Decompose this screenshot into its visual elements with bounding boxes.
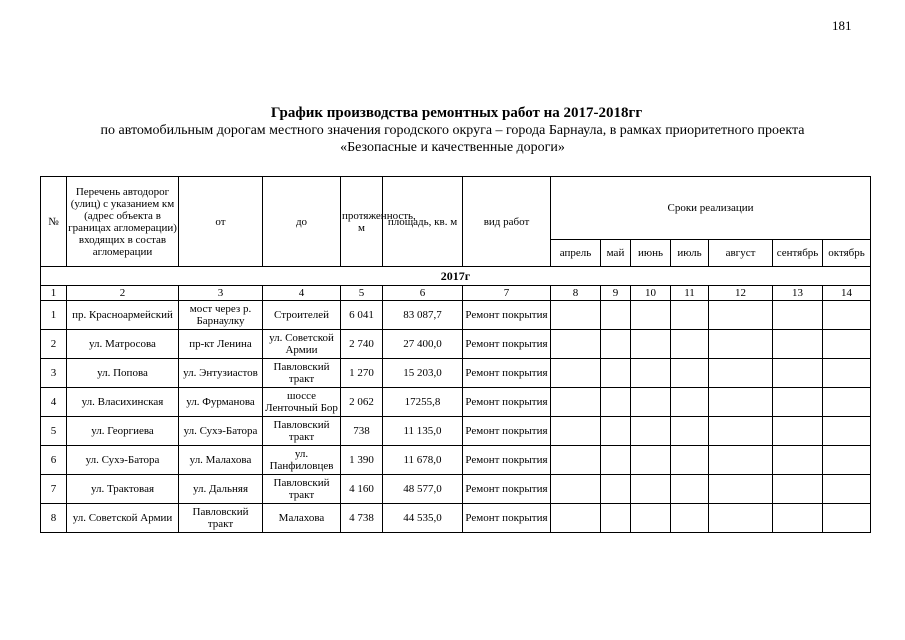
work-type-cell: Ремонт покрытия <box>463 388 551 417</box>
table-row <box>41 417 871 446</box>
from-cell: мост через р. Барнаулку <box>179 301 263 330</box>
area-cell: 83 087,7 <box>383 301 463 330</box>
header-from: от <box>179 177 263 267</box>
schedule-cell <box>709 359 773 388</box>
schedule-cell <box>631 330 671 359</box>
street-cell: ул. Трактовая <box>67 475 179 504</box>
schedule-cell <box>671 475 709 504</box>
length-cell: 1 270 <box>341 359 383 388</box>
column-number: 9 <box>601 286 631 301</box>
to-cell: Павловский тракт <box>263 475 341 504</box>
to-cell: Малахова <box>263 504 341 533</box>
table-row <box>41 446 871 475</box>
street-cell: ул. Власихинская <box>67 388 179 417</box>
length-cell: 4 160 <box>341 475 383 504</box>
column-number: 1 <box>41 286 67 301</box>
column-number: 6 <box>383 286 463 301</box>
area-cell: 48 577,0 <box>383 475 463 504</box>
work-type-cell: Ремонт покрытия <box>463 359 551 388</box>
schedule-cell <box>631 388 671 417</box>
column-number: 12 <box>709 286 773 301</box>
schedule-cell <box>823 359 871 388</box>
year-label: 2017г <box>41 267 871 286</box>
area-cell: 11 678,0 <box>383 446 463 475</box>
column-number: 13 <box>773 286 823 301</box>
schedule-cell <box>709 504 773 533</box>
table-row <box>41 301 871 330</box>
schedule-cell <box>631 359 671 388</box>
header-road-list: Перечень автодорог (улиц) с указанием км (адрес объекта в границах агломерации) входящих в состав агломерации <box>67 177 179 267</box>
schedule-cell <box>709 475 773 504</box>
title-block <box>0 104 905 156</box>
schedule-cell <box>773 446 823 475</box>
column-number: 7 <box>463 286 551 301</box>
header-month: октябрь <box>823 240 871 267</box>
header-schedule: Сроки реализации <box>551 177 871 240</box>
schedule-cell <box>631 417 671 446</box>
to-cell: Строителей <box>263 301 341 330</box>
length-cell: 4 738 <box>341 504 383 533</box>
header-month: май <box>601 240 631 267</box>
row-number: 1 <box>41 301 67 330</box>
schedule-cell <box>773 388 823 417</box>
area-cell: 17255,8 <box>383 388 463 417</box>
schedule-cell <box>601 330 631 359</box>
from-cell: пр-кт Ленина <box>179 330 263 359</box>
schedule-cell <box>823 388 871 417</box>
table-body <box>41 301 871 533</box>
table-row <box>41 330 871 359</box>
schedule-cell <box>671 388 709 417</box>
schedule-cell <box>551 417 601 446</box>
area-cell: 15 203,0 <box>383 359 463 388</box>
schedule-cell <box>671 417 709 446</box>
schedule-cell <box>551 388 601 417</box>
column-number: 14 <box>823 286 871 301</box>
schedule-cell <box>601 504 631 533</box>
schedule-cell <box>671 504 709 533</box>
schedule-cell <box>709 446 773 475</box>
work-type-cell: Ремонт покрытия <box>463 504 551 533</box>
schedule-cell <box>671 330 709 359</box>
column-number: 8 <box>551 286 601 301</box>
column-number-row <box>41 286 871 301</box>
length-cell: 738 <box>341 417 383 446</box>
schedule-cell <box>823 475 871 504</box>
schedule-cell <box>601 475 631 504</box>
schedule-cell <box>601 388 631 417</box>
length-cell: 2 062 <box>341 388 383 417</box>
schedule-cell <box>551 475 601 504</box>
table-row <box>41 475 871 504</box>
from-cell: ул. Дальняя <box>179 475 263 504</box>
from-cell: ул. Фурманова <box>179 388 263 417</box>
header-area: площадь, кв. м <box>383 177 463 267</box>
column-number: 5 <box>341 286 383 301</box>
schedule-cell <box>551 359 601 388</box>
schedule-cell <box>671 446 709 475</box>
row-number: 5 <box>41 417 67 446</box>
schedule-cell <box>671 301 709 330</box>
schedule-cell <box>823 301 871 330</box>
page-number: 181 <box>832 18 852 33</box>
column-number: 3 <box>179 286 263 301</box>
from-cell: Павловский тракт <box>179 504 263 533</box>
header-length: протяженность, м <box>341 177 383 267</box>
schedule-cell <box>631 504 671 533</box>
row-number: 2 <box>41 330 67 359</box>
schedule-cell <box>601 446 631 475</box>
table-row <box>41 359 871 388</box>
row-number: 6 <box>41 446 67 475</box>
document-subtitle-line1: по автомобильным дорогам местного значения городского округа – города Барнаула, в рамках приоритетного проекта <box>100 123 805 138</box>
work-type-cell: Ремонт покрытия <box>463 330 551 359</box>
schedule-cell <box>551 446 601 475</box>
to-cell: Павловский тракт <box>263 359 341 388</box>
schedule-cell <box>551 504 601 533</box>
street-cell: ул. Георгиева <box>67 417 179 446</box>
header-month: апрель <box>551 240 601 267</box>
row-number: 8 <box>41 504 67 533</box>
from-cell: ул. Энтузиастов <box>179 359 263 388</box>
from-cell: ул. Сухэ-Батора <box>179 417 263 446</box>
column-number: 10 <box>631 286 671 301</box>
schedule-cell <box>631 301 671 330</box>
street-cell: ул. Матросова <box>67 330 179 359</box>
document-title: График производства ремонтных работ на 2017-2018гг <box>270 105 643 121</box>
to-cell: ул. Панфиловцев <box>263 446 341 475</box>
schedule-cell <box>823 504 871 533</box>
work-type-cell: Ремонт покрытия <box>463 475 551 504</box>
schedule-cell <box>709 417 773 446</box>
schedule-cell <box>773 301 823 330</box>
to-cell: шоссе Ленточный Бор <box>263 388 341 417</box>
area-cell: 44 535,0 <box>383 504 463 533</box>
schedule-cell <box>709 388 773 417</box>
row-number: 4 <box>41 388 67 417</box>
work-type-cell: Ремонт покрытия <box>463 446 551 475</box>
to-cell: ул. Советской Армии <box>263 330 341 359</box>
street-cell: пр. Красноармейский <box>67 301 179 330</box>
column-number: 4 <box>263 286 341 301</box>
schedule-cell <box>601 417 631 446</box>
schedule-cell <box>773 475 823 504</box>
table-row <box>41 388 871 417</box>
schedule-cell <box>773 417 823 446</box>
area-cell: 27 400,0 <box>383 330 463 359</box>
schedule-cell <box>551 330 601 359</box>
header-work-type: вид работ <box>463 177 551 267</box>
schedule-cell <box>773 504 823 533</box>
work-type-cell: Ремонт покрытия <box>463 301 551 330</box>
column-number: 2 <box>67 286 179 301</box>
header-month: сентябрь <box>773 240 823 267</box>
street-cell: ул. Сухэ-Батора <box>67 446 179 475</box>
header-month: август <box>709 240 773 267</box>
length-cell: 6 041 <box>341 301 383 330</box>
schedule-cell <box>601 359 631 388</box>
header-to: до <box>263 177 341 267</box>
schedule-cell <box>823 417 871 446</box>
area-cell: 11 135,0 <box>383 417 463 446</box>
schedule-cell <box>631 475 671 504</box>
header-no: № <box>41 177 67 267</box>
schedule-cell <box>773 330 823 359</box>
schedule-cell <box>551 301 601 330</box>
street-cell: ул. Советской Армии <box>67 504 179 533</box>
schedule-cell <box>773 359 823 388</box>
schedule-cell <box>601 301 631 330</box>
schedule-table <box>40 176 871 533</box>
schedule-cell <box>631 446 671 475</box>
schedule-cell <box>709 330 773 359</box>
schedule-cell <box>671 359 709 388</box>
to-cell: Павловский тракт <box>263 417 341 446</box>
column-number: 11 <box>671 286 709 301</box>
row-number: 7 <box>41 475 67 504</box>
schedule-cell <box>709 301 773 330</box>
schedule-cell <box>823 330 871 359</box>
street-cell: ул. Попова <box>67 359 179 388</box>
schedule-cell <box>823 446 871 475</box>
work-type-cell: Ремонт покрытия <box>463 417 551 446</box>
length-cell: 2 740 <box>341 330 383 359</box>
from-cell: ул. Малахова <box>179 446 263 475</box>
header-month: июнь <box>631 240 671 267</box>
table-row <box>41 504 871 533</box>
document-subtitle-line2: «Безопасные и качественные дороги» <box>340 140 565 155</box>
header-month: июль <box>671 240 709 267</box>
row-number: 3 <box>41 359 67 388</box>
length-cell: 1 390 <box>341 446 383 475</box>
